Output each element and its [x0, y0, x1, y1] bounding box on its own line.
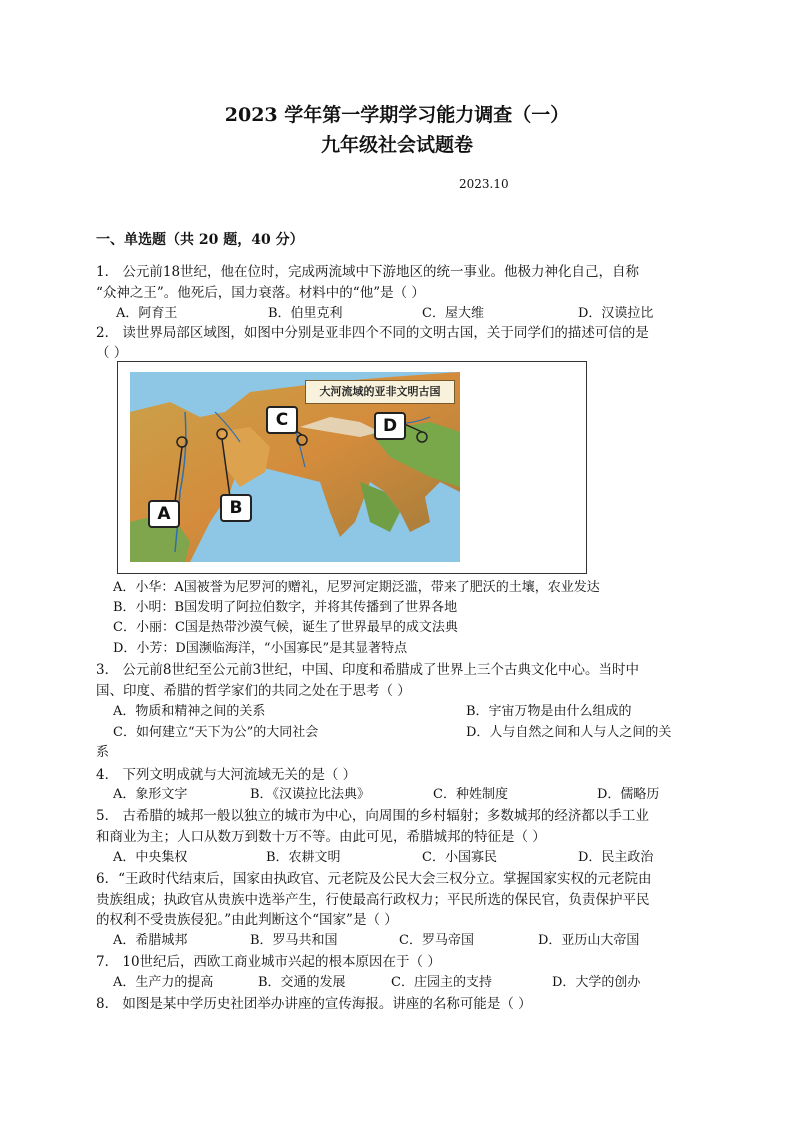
q7-option-c: C．庄园主的支持	[391, 975, 492, 990]
q2-option-d: D．小芳：D国濒临海洋，“小国寡民”是其显著特点	[113, 641, 408, 656]
question-3-line-1: 3． 公元前8世纪至公元前3世纪，中国、印度和希腊成了世界上三个古典文化中心。当时中	[96, 662, 640, 678]
q5-option-a: A．中央集权	[113, 850, 188, 865]
q1-option-b: B．伯里克利	[268, 306, 343, 321]
q5-option-b: B．农耕文明	[266, 850, 341, 865]
q6-option-c: C．罗马帝国	[399, 933, 474, 948]
map-figure	[117, 361, 587, 574]
q3-option-d-wrap: 系	[96, 745, 110, 760]
question-1-line-2: “众神之王”。他死后，国力衰落。材料中的“他”是（ ）	[96, 285, 425, 301]
q3-option-c: C．如何建立“天下为公”的大同社会	[113, 725, 319, 740]
q7-option-b: B．交通的发展	[258, 975, 346, 990]
q1-option-a: A．阿育王	[116, 306, 178, 321]
q6-option-d: D．亚历山大帝国	[538, 933, 640, 948]
q6-option-a: A．希腊城邦	[113, 933, 188, 948]
question-3-line-2: 国、印度、希腊的哲学家们的共同之处在于思考（ ）	[96, 683, 411, 699]
question-5-line-2: 和商业为主；人口从数万到数十万不等。由此可见，希腊城邦的特征是（ ）	[96, 829, 546, 845]
question-7-line-1: 7． 10世纪后，西欧工商业城市兴起的根本原因在于（ ）	[96, 954, 441, 970]
map-label-d: D	[374, 412, 406, 440]
question-2-line-1: 2． 读世界局部区域图，如图中分别是亚非四个不同的文明古国，关于同学们的描述可信的是	[96, 325, 649, 341]
q5-option-c: C．小国寡民	[422, 850, 497, 865]
question-6-line-2: 贵族组成；执政官从贵族中选举产生，行使最高行政权力；平民所选的保民官，负责保护平民	[96, 892, 650, 908]
question-1-line-1: 1． 公元前18世纪，他在位时，完成两流域中下游地区的统一事业。他极力神化自己，自称	[96, 264, 640, 280]
map-label-a: A	[148, 500, 180, 528]
q4-option-b: B．《汉谟拉比法典》	[250, 787, 371, 802]
question-2-line-2: （ ）	[96, 345, 128, 361]
q5-option-d: D．民主政治	[578, 850, 654, 865]
question-6-line-3: 的权利不受贵族侵犯。”由此判断这个“国家”是（ ）	[96, 912, 398, 928]
question-8-line-1: 8． 如图是某中学历史社团举办讲座的宣传海报。讲座的名称可能是（ ）	[96, 996, 532, 1012]
q2-option-c: C．小丽：C国是热带沙漠气候，诞生了世界最早的成文法典	[113, 620, 458, 635]
question-4-line-1: 4． 下列文明成就与大河流域无关的是（ ）	[96, 767, 357, 783]
q2-option-b: B．小明：B国发明了阿拉伯数字，并将其传播到了世界各地	[113, 600, 458, 615]
exam-date: 2023.10	[459, 177, 509, 191]
exam-title: 2023 学年第一学期学习能力调查（一）	[224, 104, 570, 126]
exam-subtitle: 九年级社会试题卷	[320, 134, 473, 156]
q3-option-d: D．人与自然之间和人与人之间的关	[466, 725, 672, 740]
q7-option-d: D．大学的创办	[552, 975, 641, 990]
q1-option-d: D．汉谟拉比	[578, 306, 654, 321]
question-6-line-1: 6．“王政时代结束后，国家由执政官、元老院及公民大会三权分立。掌握国家实权的元老院由	[96, 871, 652, 887]
region-map	[130, 372, 460, 562]
q1-option-c: C．屋大维	[422, 306, 484, 321]
q3-option-a: A．物质和精神之间的关系	[113, 704, 266, 719]
q4-option-c: C．种姓制度	[433, 787, 508, 802]
map-title: 大河流域的亚非文明古国	[305, 380, 455, 404]
q4-option-a: A．象形文字	[113, 787, 188, 802]
map-label-c: C	[266, 406, 298, 434]
q6-option-b: B．罗马共和国	[250, 933, 338, 948]
q3-option-b: B．宇宙万物是由什么组成的	[466, 704, 632, 719]
question-5-line-1: 5． 古希腊的城邦一般以独立的城市为中心，向周围的乡村辐射；多数城邦的经济都以手工业	[96, 808, 649, 824]
map-label-b: B	[220, 494, 252, 522]
q2-option-a: A．小华：A国被誉为尼罗河的赠礼，尼罗河定期泛滥，带来了肥沃的土壤，农业发达	[113, 580, 600, 595]
section-heading: 一、单选题（共 20 题，40 分）	[96, 232, 304, 248]
q7-option-a: A．生产力的提高	[113, 975, 214, 990]
q4-option-d: D．儒略历	[597, 787, 660, 802]
